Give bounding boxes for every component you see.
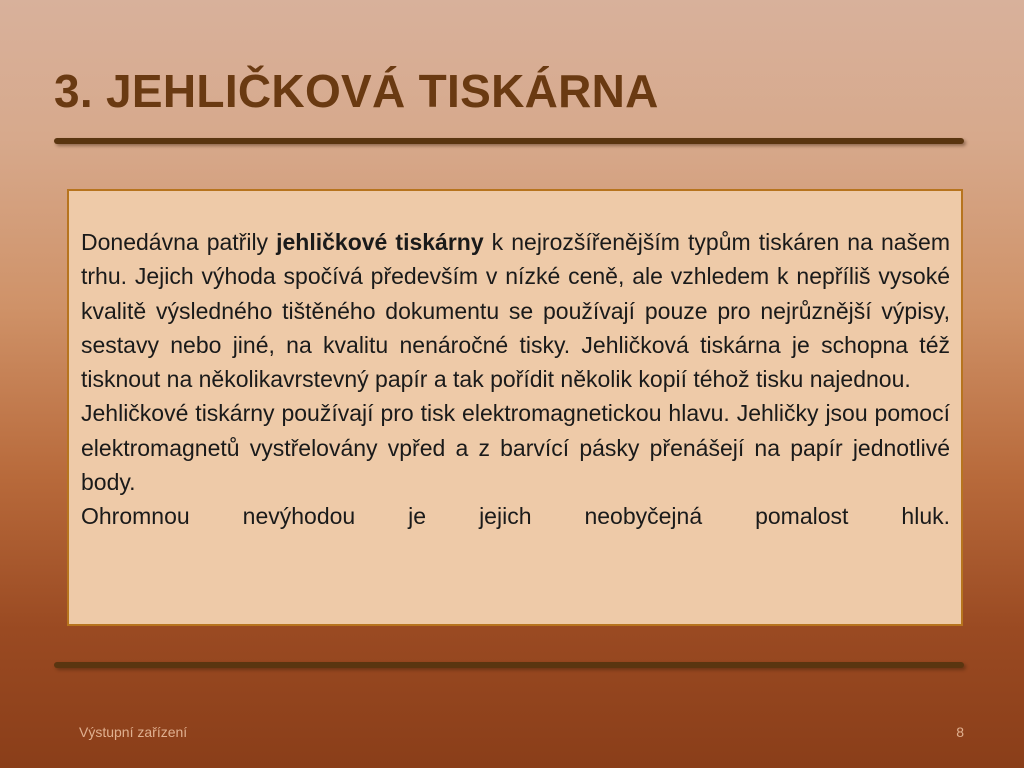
content-box <box>67 189 963 626</box>
paragraph-disadvantage: Ohromnou nevýhodou je jejich neobyčejná pomalost hluk. <box>81 503 950 530</box>
paragraph-intro <box>81 225 950 396</box>
footer-section-title: Výstupní zařízení <box>79 724 188 740</box>
paragraph-intro-bold: jehličkové tiskárny <box>276 229 484 255</box>
page-number: 8 <box>956 724 964 740</box>
paragraph-print-head: Jehličkové tiskárny používají pro tisk elektromagnetickou hlavu. Jehličky jsou pomocí elektromagnetů vystřelovány vpřed a z barvící pásky přenášejí na papír jednotlivé body. <box>81 400 950 496</box>
paragraph-intro-end: k nejrozšířenějším typům tiskáren na našem trhu. Jejich výhoda spočívá především v nízké ceně, ale vzhledem k nepříliš vysoké kvalitě výsledného tištěného dokumentu se používají pouze pro nejrůznější výpisy, sestavy nebo jiné, na kvalitu nenáročné tisky. Jehličková tiskárna je schopna též tisknout na několikavrstevný papír a tak pořídit několik kopií téhož tisku najednou. <box>81 229 950 393</box>
title-divider <box>54 138 964 144</box>
bottom-divider <box>54 662 964 668</box>
slide-title: 3. JEHLIČKOVÁ TISKÁRNA <box>54 65 659 117</box>
paragraph-intro-start: Donedávna patřily <box>81 229 277 255</box>
